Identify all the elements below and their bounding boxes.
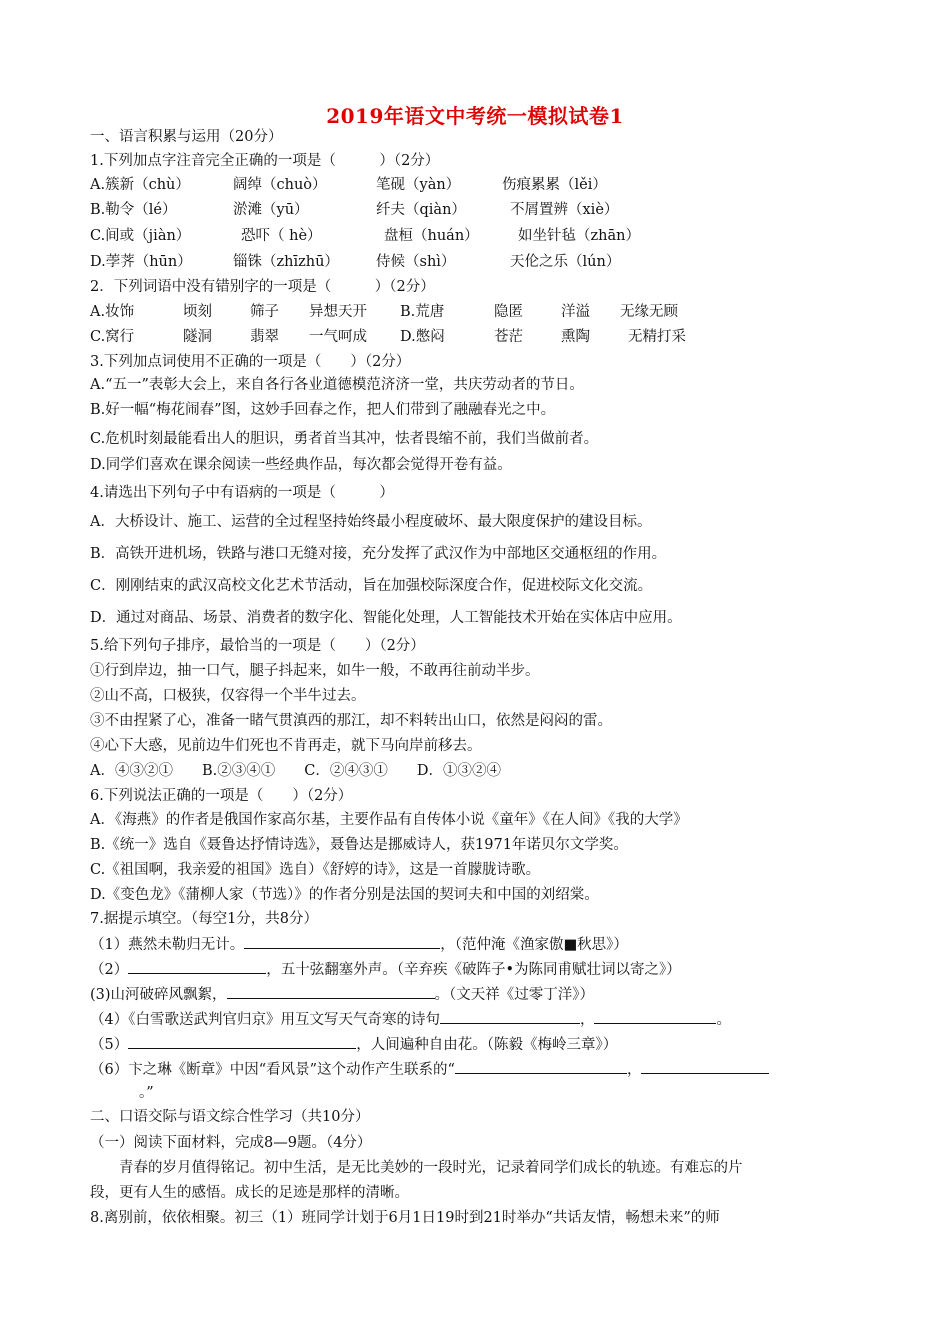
q2-word: 筛子 [250,304,279,320]
q7-line-5-source: ，人间遍种自由花。（陈毅《梅岭三章》） [356,1037,618,1053]
q2-word: 无缘无顾 [620,304,678,320]
q1-option-c-1: C.间或（jiàn） [90,228,191,244]
q7-line-1-source: ，（范仲淹《渔家傲■秋思》） [440,937,628,953]
q7-line-3 [90,984,594,1005]
q3-option-b: B.好一幅“梅花闹春”图，这妙手回春之作，把人们带到了融融春光之中。 [90,402,556,418]
q7-line-4 [90,1009,731,1030]
question-6-stem: 6.下列说法正确的一项是（ ）（2分） [90,788,353,804]
q5-options: A．④③②① B.②③④① C．②④③① D．①③②④ [90,763,501,779]
q7-blank-6a[interactable] [455,1059,627,1074]
q2-word: 一气呵成 [309,329,367,345]
q1-option-b-1: B.勒令（lé） [90,202,177,218]
q4-option-c: C．刚刚结束的武汉高校文化艺术节活动，旨在加强校际深度合作，促进校际文化交流。 [90,578,653,594]
q1-option-a-3: 笔砚（yàn） [376,177,461,193]
q2-word: D.憋闷 [400,329,445,345]
q1-option-a-4: 伤痕累累（lěi） [502,177,607,193]
q7-line-6-end: 。” [139,1085,154,1101]
q5-sentence-2: ②山不高，口极狭，仅容得一个半牛过去。 [90,688,366,704]
q7-blank-4b[interactable] [594,1009,716,1024]
q7-line-4-end: 。 [716,1012,731,1028]
q2-word: C.窝行 [90,329,135,345]
q7-line-2 [90,959,681,980]
q2-word: 隧洞 [183,329,212,345]
q2-word: 翡翠 [250,329,279,345]
q6-option-d: D.《变色龙》《蒲柳人家（节选）》的作者分别是法国的契诃夫和中国的刘绍棠。 [90,887,599,903]
q7-line-1 [90,934,628,955]
q2-word: 洋溢 [561,304,590,320]
page-title: 2019年语文中考统一模拟试卷1 [326,104,624,128]
q7-line-2-source: ，五十弦翻塞外声。（辛弃疾《破阵子•为陈同甫赋壮词以寄之》） [266,962,681,978]
q4-option-a: A．大桥设计、施工、运营的全过程坚持始终最小程度破坏、最大限度保护的建设目标。 [90,514,652,530]
q1-option-b-4: 不屑置辨（xiè） [510,202,619,218]
q1-option-a-1: A.簇新（chù） [90,177,190,193]
section-heading-2: 二、口语交际与语文综合性学习（共10分） [90,1109,370,1125]
question-2-stem: 2．下列词语中没有错别字的一项是（ ）（2分） [90,279,435,295]
question-3-stem: 3.下列加点词使用不正确的一项是（ ）（2分） [90,354,411,370]
q7-blank-1[interactable] [244,934,440,949]
q7-line-4-sep: ， [579,1012,595,1028]
q7-line-5-text: （5） [90,1037,129,1053]
q3-option-a: A.“五一”表彰大会上，来自各行各业道德模范济济一堂，共庆劳动者的节日。 [90,377,584,393]
q1-option-d-4: 天伦之乐（lún） [510,254,621,270]
q2-word: 异想天开 [309,304,367,320]
q7-line-4-text: （4）《白雪歌送武判官归京》用互文写天气奇寒的诗句 [90,1012,440,1028]
q2-word: B.荒唐 [400,304,445,320]
q1-option-a-2: 阔绰（chuò） [233,177,327,193]
q4-option-b: B．高铁开进机场，铁路与港口无缝对接，充分发挥了武汉作为中部地区交通枢纽的作用。 [90,546,667,562]
question-1-stem: 1.下列加点字注音完全正确的一项是（ ）（2分） [90,153,440,169]
question-7-stem: 7.据提示填空。（每空1分，共8分） [90,911,319,927]
q1-option-b-3: 纤夫（qiàn） [376,202,466,218]
q3-option-d: D.同学们喜欢在课余阅读一些经典作品，每次都会觉得开卷有益。 [90,457,512,473]
part-1-heading: （一）阅读下面材料，完成8—9题。（4分） [90,1135,372,1151]
q1-option-b-2: 淤滩（yū） [233,202,309,218]
q1-option-c-4: 如坐针毡（zhān） [518,228,640,244]
q7-blank-5[interactable] [128,1034,356,1049]
q7-line-5 [90,1034,617,1055]
q2-word: 苍茫 [494,329,523,345]
question-8-stem: 8.离别前，依依相聚。初三（1）班同学计划于6月1日19时到21时举办“共话友情，畅想未来”的师 [90,1210,720,1226]
section-heading-1: 一、语言积累与运用（20分） [90,129,283,145]
q5-sentence-1: ①行到岸边，抽一口气，腿子抖起来，如牛一般，不敢再往前动半步。 [90,663,540,679]
q7-blank-4a[interactable] [440,1009,580,1024]
q2-word: 顷刻 [183,304,212,320]
question-5-stem: 5.给下列句子排序，最恰当的一项是（ ）（2分） [90,638,425,654]
q1-option-d-3: 侍候（shì） [376,254,456,270]
q2-word: 熏陶 [561,329,590,345]
q2-word: A.妆饰 [90,304,135,320]
q3-option-c: C.危机时刻最能看出人的胆识，勇者首当其冲，怯者畏缩不前，我们当做前者。 [90,431,599,447]
q7-line-6-text: （6）卞之琳《断章》中因“看风景”这个动作产生联系的“ [90,1062,455,1078]
q6-option-b: B.《统一》选自《聂鲁达抒情诗选》，聂鲁达是挪威诗人，获1971年诺贝尔文学奖。 [90,837,628,853]
question-4-stem: 4.请选出下列句子中有语病的一项是（ ） [90,485,394,501]
q7-line-6-sep: ， [626,1062,642,1078]
q7-line-6 [90,1059,769,1080]
q1-option-c-3: 盘桓（huán） [384,228,479,244]
q7-line-2-text: （2） [90,962,129,978]
part-1-paragraph-line-1: 青春的岁月值得铭记。初中生活，是无比美妙的一段时光，记录着同学们成长的轨迹。有难忘的片 [119,1160,743,1176]
q1-option-d-2: 锱铢（zhīzhū） [233,254,339,270]
q4-option-d: D．通过对商品、场景、消费者的数字化、智能化处理，人工智能技术开始在实体店中应用。 [90,610,682,626]
part-1-paragraph-line-2: 段，更有人生的感悟。成长的足迹是那样的清晰。 [90,1185,409,1201]
q6-option-a: A．《海燕》的作者是俄国作家高尔基，主要作品有自传体小说《童年》《在人间》《我的大学》 [90,812,688,828]
q7-blank-2[interactable] [128,959,266,974]
q5-sentence-4: ④心下大惑，见前边牛们死也不肯再走，就下马向岸前移去。 [90,738,482,754]
q7-line-3-source: 。（文天祥《过零丁洋》） [434,987,595,1003]
q5-sentence-3: ③不由捏紧了心，准备一睹气贯滇西的那江，却不料转出山口，依然是闷闷的雷。 [90,713,612,729]
q2-word: 无精打采 [628,329,686,345]
q6-option-c: C.《祖国啊，我亲爱的祖国》选自）《舒婷的诗》，这是一首朦胧诗歌。 [90,862,541,878]
q7-line-1-text: （1）燕然未勒归无计。 [90,937,245,953]
q7-blank-3[interactable] [227,984,435,999]
q7-line-3-text: (3)山河破碎风飘絮， [90,987,227,1003]
q1-option-d-1: D.荸荠（hūn） [90,254,192,270]
q1-option-c-2: 恐吓（ hè） [241,228,322,244]
q7-blank-6b[interactable] [641,1059,769,1074]
q2-word: 隐匿 [494,304,523,320]
